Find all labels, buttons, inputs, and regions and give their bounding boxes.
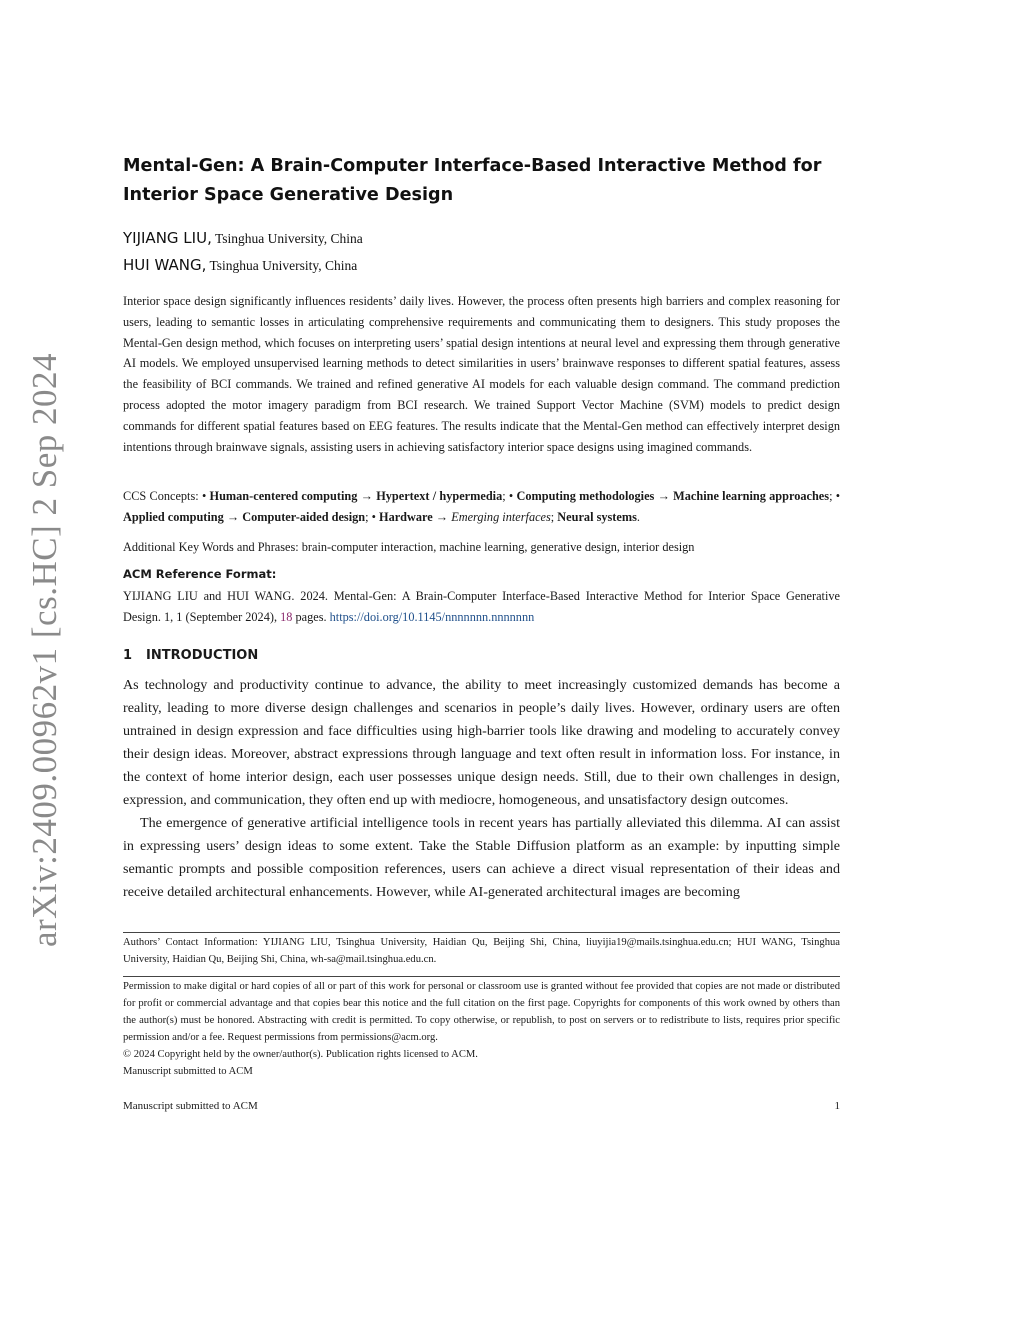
page-footer [123, 1100, 840, 1112]
permission-rule [123, 976, 840, 977]
paragraph: As technology and productivity continue to advance, the ability to meet increasingly customized demands has become a reality, leading to more diverse design challenges and scenarios in people’s daily lives. However, ordinary users are often untrained in design expression and face difficulties using high-barrier tools like drawing and modeling to accurately convey their design ideas. Moreover, abstract expressions through language and text often result in information loss. For instance, in the context of home interior design, each user possesses unique design needs. Still, due to their own challenges in design, expression, and communication, they often end up with mediocre, homogeneous, and unsatisfactory design outcomes. [123, 677, 840, 808]
author-affiliation: Tsinghua University, China [206, 258, 358, 273]
ccs-concept: Computing methodologies [516, 489, 655, 503]
manuscript-note: Manuscript submitted to ACM [123, 1066, 253, 1077]
ccs-concept: Neural systems [557, 509, 637, 524]
pages-suffix: pages. [292, 609, 330, 624]
contact-info: Authors’ Contact Information: YIJIANG LIU, Tsinghua University, Haidian Qu, Beijing Shi, China, liuyijia19@mails.tsinghua.edu.cn; HUI WANG, Tsinghua University, Haidian Qu, Beijing Shi, China, wh-sa@mail.tsinghua.edu.cn. [123, 937, 840, 965]
keywords: Additional Key Words and Phrases: brain-computer interaction, machine learning, generative design, interior design [123, 540, 695, 554]
permission-notice: Permission to make digital or hard copies of all or part of this work for personal or classroom use is granted without fee provided that copies are not made or distributed for profit or commercial advantage and that copies bear this notice and the full citation on the first page. Copyrights for components of this work owned by others than the author(s) must be honored. Abstracting with credit is permitted. To copy otherwise, or republish, to post on servers or to redistribute to lists, requires prior specific permission and/or a fee. Request permissions from permissions@acm.org. [123, 981, 840, 1043]
ccs-label: CCS Concepts: [123, 489, 202, 503]
reference-heading: ACM Reference Format: [123, 567, 277, 581]
ccs-concept: Emerging interfaces [451, 509, 551, 524]
author-name: HUI WANG, [123, 256, 207, 274]
author-1 [123, 229, 363, 247]
author-name: YIJIANG LIU, [123, 229, 212, 247]
reference-format [123, 586, 840, 628]
page-number: 1 [834, 1100, 840, 1112]
ccs-concept: Hypertext / hypermedia [376, 489, 503, 503]
arxiv-stamp-text: arXiv:2409.00962v1 [cs.HC] 2 Sep 2024 [25, 353, 64, 948]
body-text [123, 674, 840, 904]
paragraph: The emergence of generative artificial intelligence tools in recent years has partially alleviated this dilemma. AI can assist in expressing users’ design ideas to some extent. Take the Stable Diffusion platform as an example: by inputting simple semantic prompts and possible composition references, users can achieve a direct visual representation of their ideas and receive detailed architectural enhancements. However, while AI-generated architectural images are becoming [123, 815, 840, 900]
copyright-notice: © 2024 Copyright held by the owner/author(s). Publication rights licensed to ACM. [123, 1049, 478, 1060]
ccs-concept: Applied computing [123, 509, 224, 524]
arxiv-stamp [20, 353, 70, 948]
ccs-concepts: CCS Concepts: • Human-centered computing → Hypertext / hypermedia; • Computing methodologies → Machine learning approaches; • Applied computing → Computer-aided design; • Hardware → Emerging interfaces; Neural systems. [123, 489, 841, 524]
section-heading [123, 648, 258, 663]
paper-title: Mental-Gen: A Brain-Computer Interface-Based Interactive Method for Interior Space Generative Design [123, 156, 822, 205]
author-affiliation: Tsinghua University, China [211, 231, 363, 246]
doi-link[interactable]: https://doi.org/10.1145/nnnnnnn.nnnnnnn [329, 609, 535, 624]
pages-link[interactable]: 18 [280, 609, 293, 624]
author-2 [123, 256, 357, 274]
ccs-concept: Human-centered computing [209, 489, 358, 503]
footer-text: Manuscript submitted to ACM [123, 1100, 258, 1112]
ccs-concept: Machine learning approaches [673, 489, 830, 503]
footnote-rule [123, 932, 840, 933]
ccs-concept: Hardware [379, 509, 433, 524]
reference-text: YIJIANG LIU and HUI WANG. 2024. Mental-Gen: A Brain-Computer Interface-Based Interactive Method for Interior Space Generative Design. 1, 1 (September 2024), [123, 589, 840, 624]
abstract: Interior space design significantly influences residents’ daily lives. However, the process often presents high barriers and complex reasoning for users, leading to semantic losses in articulating comprehensive requirements and communicating them to designers. This study proposes the Mental-Gen design method, which focuses on interpreting users’ spatial design intentions at neural level and expressing them through generative AI models. We employed unsupervised learning methods to detect similarities in users’ brainwave responses to different spatial features, assess the feasibility of BCI commands. We trained and refined generative AI models for each valuable design command. The command prediction process adopted the motor imagery paradigm from BCI research. We trained Support Vector Machine (SVM) models to predict design commands for different spatial features based on EEG features. The results indicate that the Mental-Gen method can effectively interpret design intentions through brainwave signals, assisting users in achieving satisfactory interior space designs using imagined commands. [123, 294, 840, 454]
section-number: 1 [123, 648, 133, 663]
section-title: INTRODUCTION [146, 648, 259, 663]
ccs-concept: Computer-aided design [242, 509, 366, 524]
